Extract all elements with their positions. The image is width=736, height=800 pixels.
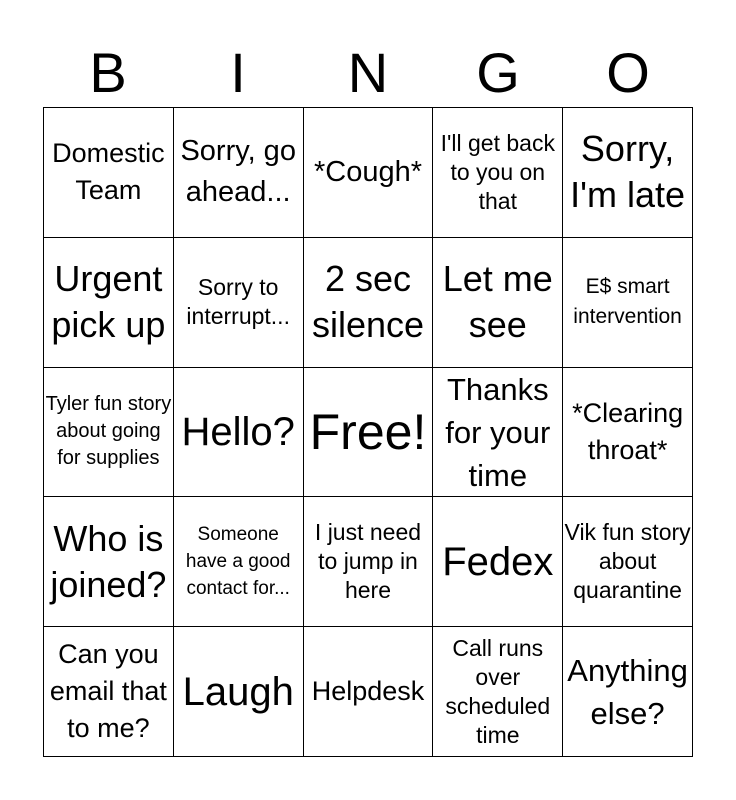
- cell-text: Let me see: [442, 258, 553, 346]
- bingo-cell[interactable]: [44, 497, 174, 627]
- bingo-cell[interactable]: [563, 238, 693, 368]
- bingo-cell[interactable]: [44, 108, 174, 238]
- cell-text: Sorry, go ahead...: [180, 135, 296, 209]
- bingo-cell[interactable]: [433, 627, 563, 757]
- bingo-cell[interactable]: [44, 627, 174, 757]
- bingo-cell[interactable]: [304, 108, 434, 238]
- bingo-cell[interactable]: [304, 368, 434, 498]
- cell-text: Tyler fun story about going for supplies: [45, 393, 172, 470]
- cell-text: Who is joined?: [50, 517, 167, 605]
- cell-text: Fedex: [442, 539, 554, 584]
- bingo-cell[interactable]: [174, 238, 304, 368]
- cell-text: Laugh: [182, 669, 294, 714]
- cell-text: Can you email that to me?: [49, 639, 167, 744]
- bingo-cell[interactable]: [563, 368, 693, 498]
- bingo-cell[interactable]: [563, 627, 693, 757]
- bingo-cell[interactable]: [433, 368, 563, 498]
- bingo-cell[interactable]: [304, 497, 434, 627]
- bingo-board: [43, 107, 693, 757]
- bingo-cell[interactable]: [304, 238, 434, 368]
- bingo-cell[interactable]: [174, 627, 304, 757]
- bingo-cell[interactable]: [174, 108, 304, 238]
- cell-text: *Cough*: [313, 155, 422, 188]
- bingo-cell[interactable]: [433, 238, 563, 368]
- cell-text: Hello?: [181, 409, 295, 454]
- cell-text: Anything else?: [567, 652, 688, 731]
- header-letter-o: O: [606, 41, 650, 104]
- bingo-cell[interactable]: [433, 108, 563, 238]
- bingo-cell[interactable]: [44, 238, 174, 368]
- header-letter-n: N: [347, 41, 389, 104]
- cell-text: I'll get back to you on that: [440, 129, 555, 214]
- cell-text: Call runs over scheduled time: [445, 634, 551, 748]
- cell-text: Domestic Team: [52, 138, 165, 206]
- cell-text: *Clearing throat*: [572, 397, 684, 465]
- cell-text: Sorry, I'm late: [570, 128, 686, 216]
- cell-text: Thanks for your time: [445, 371, 551, 493]
- bingo-cell[interactable]: [304, 627, 434, 757]
- cell-text: Free!: [309, 403, 427, 460]
- cell-text: Sorry to interrupt...: [186, 274, 290, 330]
- cell-text: Vik fun story about quarantine: [564, 519, 691, 604]
- cell-text: Someone have a good contact for...: [185, 524, 291, 600]
- header-letter-i: I: [230, 41, 246, 104]
- header-letter-b: B: [89, 41, 127, 104]
- cell-text: E$ smart intervention: [573, 275, 682, 329]
- bingo-cell[interactable]: [44, 368, 174, 498]
- cell-text: Urgent pick up: [51, 258, 166, 346]
- bingo-cell[interactable]: [563, 497, 693, 627]
- bingo-cell[interactable]: [563, 108, 693, 238]
- header-letter-g: G: [476, 41, 520, 104]
- cell-text: Helpdesk: [311, 676, 425, 707]
- bingo-header: [43, 38, 693, 108]
- cell-text: I just need to jump in here: [314, 519, 422, 604]
- bingo-cell[interactable]: [433, 497, 563, 627]
- bingo-cell[interactable]: [174, 368, 304, 498]
- bingo-cell[interactable]: [174, 497, 304, 627]
- cell-text: 2 sec silence: [311, 258, 425, 346]
